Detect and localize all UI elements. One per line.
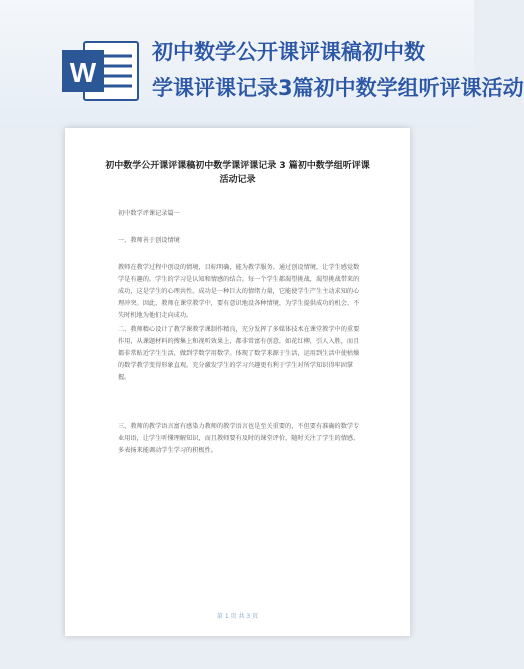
microsoft-word-icon [62, 38, 140, 104]
paragraph-2: 二、教师精心设计了教学课教学课制作精良，充分发挥了多媒体技术在课堂教学中的重要作用，从课题材料的搜集上和视听效果上，都非常富有创意，如花红柳，引人入胜，而且都非常贴近学生生活，做到学数学用数学。体现了数学来源于生活，运用到生活中使枯燥的数学教学变得形象直观。充分激发学生的学习兴趣更有利于学生对所学知识得牢固掌握。 [118, 326, 360, 381]
banner-title-line1: 初中数学公开课评课稿初中数 [152, 40, 425, 64]
banner-title-line2: 学课评课记录3篇初中数学组听评课活动 [152, 76, 524, 100]
svg-text:W: W [69, 57, 97, 88]
paragraph-1: 教师在教学过程中创设的情境，目标明确，能为教学服务。通过创设情境，让学生感觉数学是有趣的。学生的学习是认知和情感的结合。每一个学生都渴望挑战，渴望挑战带来的成功，这是学生的心理共性。成功是一种巨大的情绪力量，它能使学生产生主动求知的心理冲突。因此，教师在课堂教学中，要有意识地设各种情境，为学生提供成功的机会、不失时机地为他们走向成功。 [118, 264, 360, 319]
document-title [105, 159, 370, 187]
page-footer: 第 1 页 共 3 页 [216, 613, 259, 620]
document-title-line2: 活动记录 [219, 175, 256, 185]
document-subtitle: 初中数学评课记录篇一 [118, 210, 180, 217]
document-page [65, 128, 410, 636]
banner [0, 0, 524, 128]
paragraph-3: 三、教师的教学语言富有感染力教师的教学语言也是至关重要的，不但要有准确的数学专业用语，让学生听懂理解知识，而且教师要有及时的课堂评价，随时关注了学生的情感、多表扬来能调动学生学习的积极性。 [118, 423, 360, 454]
document-title-line1: 初中数学公开课评课稿初中数学课评课记录 3 篇初中数学组听评课 [105, 161, 370, 171]
banner-title [152, 34, 524, 106]
section-heading-1: 一、教师善于创设情境 [118, 237, 180, 244]
